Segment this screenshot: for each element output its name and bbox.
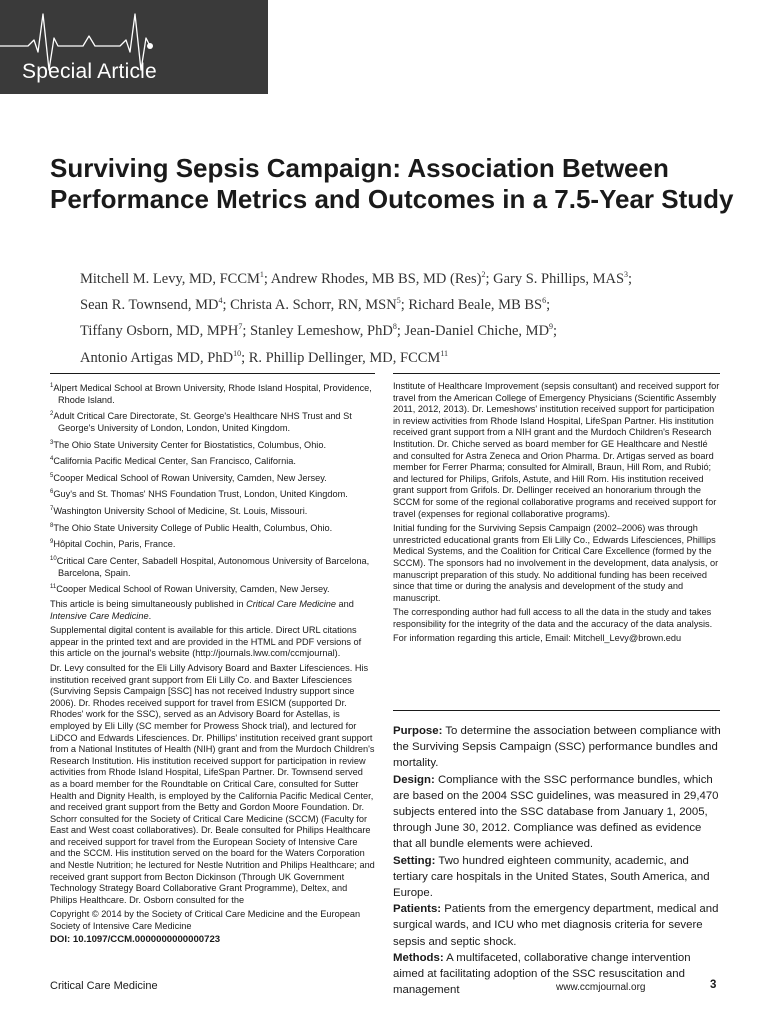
author: Sean R. Townsend, $MD^4$; (80, 296, 231, 314)
abstract-section: Purpose: To determine the association between compliance with the Surviving Sepsis Campaign (SSC) performance bundles and mortality. (393, 725, 721, 770)
affiliation: $^6$Guy's and St. Thomas' NHS Foundation Trust, London, United Kingdom. (50, 489, 348, 500)
disclosures-right: Institute of Healthcare Improvement (sepsis consultant) and received support for travel from the American College of Emergency Physicians (Scientific Assembly 2011, 2012, 2013). Dr. Lemeshows' institution received support for participation in review activities from Rhode Island Hospital, LifeSpan Partner. His institution received grant support from a NIH grant and the Murdoch Children's Research Institution. Dr. Chiche served as board member for GE Healthcare and Nestlé and consulted for Astra Zeneca and Orion Pharma. Dr. Artigas served as board member for Ferrer Pharma; consulted for Almirall, Braun, Hill Rom, and Rubió; and lectured for Philips, Grifols, Astute, and Hill Rom. His institution received grant support from Grifols. Dr. Dellinger received an honorarium through the SCCM for some of the regional collaborative programs and received support for travel (expenses for regional collaborative programs). (393, 381, 720, 519)
footer-journal: Critical Care Medicine (50, 980, 158, 992)
disclosures-left: Dr. Levy consulted for the Eli Lilly Advisory Board and Baxter Lifesciences. His institution received grant support from Eli Lilly Co. and Baxter Lifesciences (Surviving Sepsis Campaign [SSC] has not received Industry support since 2006). Dr. Rhodes received support for travel from ESICM (supported Dr. Rhodes' work for the SSC), served as an Advisory Board for Astellas, is employed by Eli Lilly (SC member for Prowess Shock trial), and lectured for LiDCO and Edwards Lifesciences. Dr. Phillips' institution received grant support from a National Institutes of Health (NIH) grant and from the Murdoch Children's Research Institution. His institution received support for participation in review activities from Rhode Island Hospital, LifeSpan Partner. Dr. Townsend served as a board member for the Roundtable on Critical Care, consulted for Sutter Health and Dignity Health, is employed by the California Pacific Medical Center, and received grant support from the Betty and Gordon Moore Foundation. Dr. Schorr consulted for the Society of Critical Care Medicine (SCCM) (Faculty for East and West coast collaboratives). Dr. Beale consulted for Philips Healthcare and received support for travel from the European Society of Intensive Care and the SCCM. His institution served on the board for the Waters Corporation and Nestle Nutrition; he lectured for Nestle Nutrition and Philips Healthcare; and received grant support from Becton Dickinson (Through UK Government Technology Strategy Board Collaborative Grant Programme), Deltex, and Philips Healthcare. Dr. Osborn consulted for the (50, 662, 375, 905)
left-column (50, 381, 375, 948)
affiliation: $^2$Adult Critical Care Directorate, St. George's Healthcare NHS Trust and St George's University of London, London, United Kingdom. (50, 411, 352, 433)
affiliation: $^9$Hôpital Cochin, Paris, France. (50, 539, 176, 550)
article-title: Surviving Sepsis Campaign: Association Between Performance Metrics and Outcomes in a 7.5-Year Study (50, 153, 734, 214)
data-access-note: The corresponding author had full access to all the data in the study and takes responsibility for the integrity of the data and the accuracy of the data analysis. (393, 607, 713, 629)
affiliation: $^8$The Ohio State University College of Public Health, Columbus, Ohio. (50, 522, 333, 533)
funding-note: Initial funding for the Surviving Sepsis Campaign (2002–2006) was through unrestricted educational grants from Eli Lilly Co., Edwards Lifesciences, Phillips Medical Systems, and the Coalition for Critical Care Excellence (formed by the SCCM). The sponsors had no involvement in the development, data analysis, or manuscript preparation of this study. No additional funding has been received since that time or during the analysis and development of the study and manuscript. (393, 523, 719, 603)
abstract-section: Design: Compliance with the SSC performance bundles, which are based on the 2004 SSC guidelines, was measured in 29,470 subjects entered into the SSC database from January 1, 2005, through June 30, 2012. Compliance was defined as evidence that all bundle elements were achieved. (393, 773, 719, 851)
abstract-section: Methods: A multifaceted, collaborative change intervention aimed at facilitating adoption of the SSC resuscitation and management (393, 951, 691, 997)
right-column (393, 381, 720, 648)
abstract-section: Setting: Two hundred eighteen community, academic, and tertiary care hospitals in the United States, South America, and Europe. (393, 854, 710, 900)
author: Richard Beale, MB $BS^6$; (408, 296, 551, 314)
supplemental-note: Supplemental digital content is available for this article. Direct URL citations appear in the printed text and are provided in the HTML and PDF versions of this article on the journal's website (http://journals.lww.com/ccmjournal). (50, 625, 362, 659)
affiliation: $^1$Alpert Medical School at Brown University, Rhode Island Hospital, Providence, Rhode Island. (50, 383, 372, 405)
affiliation: $^3$The Ohio State University Center for Biostatistics, Columbus, Ohio. (50, 439, 327, 450)
author: Jean-Daniel Chiche, $MD^9$; (404, 322, 558, 340)
copyright: Copyright © 2014 by the Society of Critical Care Medicine and the European Society of Intensive Care Medicine (50, 909, 361, 932)
doi[interactable]: DOI: 10.1097/CCM.0000000000000723 (50, 933, 221, 945)
section-banner (0, 0, 268, 94)
author: Antonio Artigas MD, PhD$^{10}$; (80, 348, 249, 366)
divider (393, 710, 720, 711)
affiliation: $^5$Cooper Medical School of Rowan University, Camden, New Jersey. (50, 472, 327, 483)
author: Mitchell M. Levy, MD, FCCM$^1$; (80, 270, 271, 287)
affiliation: $^{11}$Cooper Medical School of Rowan University, Camden, New Jersey. (50, 584, 330, 595)
author: Andrew Rhodes, MB BS, MD (Res)$^2$; (270, 270, 494, 287)
affiliation: $^7$Washington University School of Medicine, St. Louis, Missouri. (50, 506, 308, 517)
author: Christa A. Schorr, RN, MSN$^5$; (230, 296, 409, 314)
author: Gary S. Phillips, MAS$^3$; (493, 270, 633, 287)
author: R. Phillip Dellinger, MD, FCCM$^{11}$ (248, 348, 449, 366)
abstract-section: Patients: Patients from the emergency department, medical and surgical wards, and ICU who met diagnosis criteria for severe sepsis and septic shock. (393, 903, 719, 948)
section-label: Special Article (22, 60, 157, 83)
footer-url[interactable]: www.ccmjournal.org (556, 982, 646, 993)
divider (393, 373, 720, 374)
affiliation: $^{10}$Critical Care Center, Sabadell Hospital, Autonomous University of Barcelona, Barcelona, Spain. (50, 556, 370, 578)
divider (50, 373, 375, 374)
page-number: 3 (710, 979, 717, 991)
author: Stanley Lemeshow, PhD$^8$; (249, 322, 405, 340)
abstract (393, 723, 721, 998)
contact-email[interactable]: For information regarding this article, Email: Mitchell_Levy@brown.edu (393, 633, 682, 644)
affiliation-list (50, 381, 375, 596)
author-list (80, 264, 740, 369)
affiliation: $^4$California Pacific Medical Center, San Francisco, California. (50, 456, 296, 467)
author: Tiffany Osborn, MD, MPH$^7$; (80, 322, 250, 340)
simultaneous-note: This article is being simultaneously published in Critical Care Medicine and Intensive Care Medicine. (50, 599, 354, 621)
